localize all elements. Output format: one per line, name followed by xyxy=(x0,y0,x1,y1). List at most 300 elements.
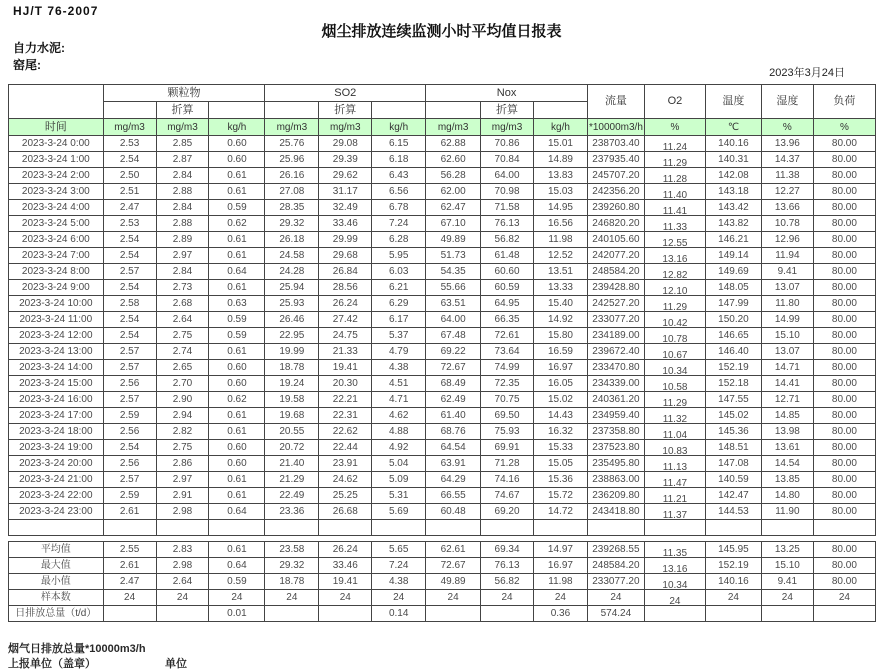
data-cell xyxy=(644,232,705,248)
data-cell: 15.10 xyxy=(761,558,813,574)
data-cell: 0.61 xyxy=(209,280,265,296)
data-cell: 6.56 xyxy=(372,184,426,200)
data-cell: 14.95 xyxy=(534,200,588,216)
data-cell: 25.76 xyxy=(265,136,319,152)
data-cell: 29.68 xyxy=(319,248,372,264)
data-cell: 13.61 xyxy=(761,440,813,456)
data-cell: 16.56 xyxy=(534,216,588,232)
data-cell: 2.75 xyxy=(156,328,209,344)
data-cell: 19.68 xyxy=(265,408,319,424)
col-header-flow: 流量 xyxy=(587,85,644,119)
o2-value: 11.29 xyxy=(662,158,688,168)
row-label-cell: 2023-3-24 3:00 xyxy=(9,184,104,200)
data-cell: 21.29 xyxy=(265,472,319,488)
data-cell: 248584.20 xyxy=(587,264,644,280)
data-cell: 2.74 xyxy=(156,344,209,360)
data-cell xyxy=(644,424,705,440)
data-cell: 2.83 xyxy=(156,542,209,558)
data-cell: 144.53 xyxy=(705,504,761,520)
data-cell xyxy=(644,200,705,216)
data-cell: 0.61 xyxy=(209,184,265,200)
table-row xyxy=(9,248,876,264)
data-cell: 67.48 xyxy=(426,328,481,344)
data-cell: 21.33 xyxy=(319,344,372,360)
data-cell: 233077.20 xyxy=(587,312,644,328)
data-cell: 239428.80 xyxy=(587,280,644,296)
data-cell: 26.68 xyxy=(319,504,372,520)
data-cell: 14.80 xyxy=(761,488,813,504)
data-cell: 145.95 xyxy=(705,542,761,558)
data-cell: 2.61 xyxy=(103,504,156,520)
data-cell: 236209.80 xyxy=(587,488,644,504)
data-cell xyxy=(644,456,705,472)
data-cell: 152.18 xyxy=(705,376,761,392)
data-cell xyxy=(319,606,372,622)
data-cell: 72.67 xyxy=(426,558,481,574)
table-row xyxy=(9,312,876,328)
data-cell: 24.58 xyxy=(265,248,319,264)
data-cell: 80.00 xyxy=(813,440,875,456)
table-row xyxy=(9,152,876,168)
row-label-cell: 2023-3-24 12:00 xyxy=(9,328,104,344)
data-cell: 145.36 xyxy=(705,424,761,440)
header-blank-cell xyxy=(9,85,104,119)
table-row xyxy=(9,168,876,184)
data-cell xyxy=(103,606,156,622)
data-cell xyxy=(644,376,705,392)
flue-total-label: 烟气日排放总量*10000m3/h xyxy=(8,643,146,655)
data-cell: 2.91 xyxy=(156,488,209,504)
data-cell: 75.93 xyxy=(481,424,534,440)
data-cell: 62.00 xyxy=(426,184,481,200)
data-cell: 21.40 xyxy=(265,456,319,472)
monitoring-table xyxy=(8,84,876,536)
o2-value: 12.10 xyxy=(662,286,688,296)
main-tbody xyxy=(9,136,876,536)
table-row xyxy=(9,328,876,344)
data-cell: 26.24 xyxy=(319,542,372,558)
data-cell: 19.41 xyxy=(319,574,372,590)
data-cell: 25.93 xyxy=(265,296,319,312)
data-cell: 14.54 xyxy=(761,456,813,472)
unit-cell: % xyxy=(644,119,705,136)
data-cell: 80.00 xyxy=(813,488,875,504)
data-cell: 61.48 xyxy=(481,248,534,264)
data-cell: 2.94 xyxy=(156,408,209,424)
data-cell: 14.71 xyxy=(761,360,813,376)
data-cell: 5.09 xyxy=(372,472,426,488)
data-cell: 70.84 xyxy=(481,152,534,168)
header-blank-cell xyxy=(372,102,426,119)
table-row xyxy=(9,344,876,360)
data-cell: 80.00 xyxy=(813,408,875,424)
o2-value: 10.34 xyxy=(662,580,688,590)
data-cell: 148.51 xyxy=(705,440,761,456)
data-cell: 2.53 xyxy=(103,136,156,152)
row-label-cell: 2023-3-24 22:00 xyxy=(9,488,104,504)
data-cell: 67.10 xyxy=(426,216,481,232)
data-cell: 243418.80 xyxy=(587,504,644,520)
data-cell: 234339.00 xyxy=(587,376,644,392)
o2-value: 11.13 xyxy=(662,462,688,472)
o2-value: 13.16 xyxy=(662,254,688,264)
data-cell xyxy=(644,542,705,558)
data-cell: 2.84 xyxy=(156,200,209,216)
data-cell: 2.73 xyxy=(156,280,209,296)
table-row xyxy=(9,408,876,424)
data-cell: 148.05 xyxy=(705,280,761,296)
data-cell: 239672.40 xyxy=(587,344,644,360)
data-cell: 245707.20 xyxy=(587,168,644,184)
data-cell: 24 xyxy=(813,590,875,606)
table-row xyxy=(9,280,876,296)
unit-cell: ℃ xyxy=(705,119,761,136)
data-cell: 63.51 xyxy=(426,296,481,312)
data-cell: 22.95 xyxy=(265,328,319,344)
data-cell: 146.65 xyxy=(705,328,761,344)
o2-value: 11.32 xyxy=(662,414,688,424)
data-cell: 2.75 xyxy=(156,440,209,456)
data-cell: 11.94 xyxy=(761,248,813,264)
table-header xyxy=(9,85,876,136)
data-cell xyxy=(644,312,705,328)
data-cell: 147.08 xyxy=(705,456,761,472)
data-cell xyxy=(644,184,705,200)
data-cell: 0.61 xyxy=(209,472,265,488)
data-cell: 242356.20 xyxy=(587,184,644,200)
o2-value: 11.35 xyxy=(662,548,688,558)
data-cell: 69.50 xyxy=(481,408,534,424)
data-cell xyxy=(644,328,705,344)
data-cell: 240105.60 xyxy=(587,232,644,248)
data-cell: 143.42 xyxy=(705,200,761,216)
col-header-time: 时间 xyxy=(9,119,104,136)
data-cell: 2.54 xyxy=(103,440,156,456)
data-cell: 142.08 xyxy=(705,168,761,184)
data-cell: 2.64 xyxy=(156,574,209,590)
data-cell: 24 xyxy=(761,590,813,606)
table-row xyxy=(9,296,876,312)
data-cell: 15.40 xyxy=(534,296,588,312)
data-cell: 11.90 xyxy=(761,504,813,520)
data-cell: 80.00 xyxy=(813,344,875,360)
row-label-cell: 2023-3-24 10:00 xyxy=(9,296,104,312)
data-cell xyxy=(644,248,705,264)
data-cell xyxy=(644,558,705,574)
summary-tbody xyxy=(9,542,876,622)
data-cell: 4.51 xyxy=(372,376,426,392)
header-blank-cell xyxy=(534,102,588,119)
row-label-cell: 最小值 xyxy=(9,574,104,590)
data-cell: 55.66 xyxy=(426,280,481,296)
data-cell: 22.44 xyxy=(319,440,372,456)
data-cell: 2.57 xyxy=(103,344,156,360)
data-cell xyxy=(644,590,705,606)
site-label: 窑尾: xyxy=(13,58,41,72)
o2-value: 11.21 xyxy=(662,494,688,504)
table-area xyxy=(8,84,876,622)
data-cell: 20.30 xyxy=(319,376,372,392)
data-cell: 14.99 xyxy=(761,312,813,328)
data-cell: 12.71 xyxy=(761,392,813,408)
data-cell: 147.99 xyxy=(705,296,761,312)
data-cell: 0.61 xyxy=(209,488,265,504)
data-cell: 145.02 xyxy=(705,408,761,424)
o2-value: 11.24 xyxy=(662,142,688,152)
data-cell: 233077.20 xyxy=(587,574,644,590)
data-cell: 6.15 xyxy=(372,136,426,152)
data-cell: 2.84 xyxy=(156,168,209,184)
row-label-cell: 2023-3-24 23:00 xyxy=(9,504,104,520)
data-cell: 0.61 xyxy=(209,248,265,264)
col-header-nox: Nox xyxy=(426,85,588,102)
empty-row xyxy=(9,520,876,536)
data-cell: 80.00 xyxy=(813,264,875,280)
data-cell: 31.17 xyxy=(319,184,372,200)
data-cell: 234189.00 xyxy=(587,328,644,344)
table-row xyxy=(9,232,876,248)
data-cell: 4.79 xyxy=(372,344,426,360)
data-cell: 0.61 xyxy=(209,408,265,424)
data-cell: 242077.20 xyxy=(587,248,644,264)
data-cell: 80.00 xyxy=(813,184,875,200)
data-cell: 51.73 xyxy=(426,248,481,264)
o2-value: 10.78 xyxy=(662,334,688,344)
data-cell: 18.78 xyxy=(265,360,319,376)
row-label-cell: 2023-3-24 8:00 xyxy=(9,264,104,280)
data-cell: 80.00 xyxy=(813,232,875,248)
data-cell: 26.84 xyxy=(319,264,372,280)
o2-value: 10.83 xyxy=(662,446,688,456)
o2-value: 12.82 xyxy=(662,270,688,280)
data-cell xyxy=(644,472,705,488)
data-cell: 72.35 xyxy=(481,376,534,392)
data-cell: 152.19 xyxy=(705,558,761,574)
data-cell: 80.00 xyxy=(813,296,875,312)
data-cell: 0.60 xyxy=(209,440,265,456)
unit-cell: kg/h xyxy=(209,119,265,136)
o2-value: 24 xyxy=(669,596,681,606)
data-cell: 76.13 xyxy=(481,558,534,574)
data-cell: 2.47 xyxy=(103,200,156,216)
data-cell: 14.89 xyxy=(534,152,588,168)
data-cell: 2.53 xyxy=(103,216,156,232)
data-cell: 0.59 xyxy=(209,574,265,590)
data-cell: 2.59 xyxy=(103,408,156,424)
data-cell: 66.55 xyxy=(426,488,481,504)
data-cell: 80.00 xyxy=(813,456,875,472)
data-cell: 238863.00 xyxy=(587,472,644,488)
o2-value: 10.58 xyxy=(662,382,688,392)
data-cell: 14.41 xyxy=(761,376,813,392)
data-cell: 24 xyxy=(587,590,644,606)
data-cell: 140.59 xyxy=(705,472,761,488)
col-header-converted: 折算 xyxy=(481,102,534,119)
data-cell: 29.62 xyxy=(319,168,372,184)
unit-cell: mg/m3 xyxy=(103,119,156,136)
data-cell: 2.97 xyxy=(156,472,209,488)
data-cell: 71.28 xyxy=(481,456,534,472)
data-cell: 64.00 xyxy=(481,168,534,184)
data-cell: 15.02 xyxy=(534,392,588,408)
data-cell: 26.16 xyxy=(265,168,319,184)
data-cell: 9.41 xyxy=(761,574,813,590)
data-cell xyxy=(644,152,705,168)
col-header-converted: 折算 xyxy=(319,102,372,119)
data-cell xyxy=(644,574,705,590)
row-label-cell xyxy=(9,520,104,536)
data-cell: 63.91 xyxy=(426,456,481,472)
data-cell: 74.16 xyxy=(481,472,534,488)
data-cell: 2.89 xyxy=(156,232,209,248)
table-row xyxy=(9,264,876,280)
data-cell xyxy=(644,408,705,424)
data-cell: 11.98 xyxy=(534,232,588,248)
row-label-cell: 2023-3-24 15:00 xyxy=(9,376,104,392)
data-cell: 2.58 xyxy=(103,296,156,312)
data-cell: 4.38 xyxy=(372,360,426,376)
data-cell: 14.97 xyxy=(533,542,587,558)
o2-value: 11.47 xyxy=(662,478,688,488)
data-cell: 6.03 xyxy=(372,264,426,280)
table-row xyxy=(9,200,876,216)
data-cell: 2.87 xyxy=(156,152,209,168)
data-cell: 14.85 xyxy=(761,408,813,424)
data-cell: 23.91 xyxy=(319,456,372,472)
data-cell: 16.97 xyxy=(533,558,587,574)
o2-value: 11.29 xyxy=(662,398,688,408)
row-label-cell: 2023-3-24 16:00 xyxy=(9,392,104,408)
data-cell: 2.88 xyxy=(156,216,209,232)
row-label-cell: 2023-3-24 1:00 xyxy=(9,152,104,168)
data-cell: 239268.55 xyxy=(587,542,644,558)
data-cell: 0.64 xyxy=(209,504,265,520)
data-cell: 0.59 xyxy=(209,328,265,344)
data-cell xyxy=(644,606,705,622)
data-cell: 12.96 xyxy=(761,232,813,248)
data-cell: 6.17 xyxy=(372,312,426,328)
data-cell: 0.14 xyxy=(372,606,426,622)
data-cell: 13.85 xyxy=(761,472,813,488)
data-cell xyxy=(265,520,319,536)
data-cell: 0.63 xyxy=(209,296,265,312)
data-cell xyxy=(644,264,705,280)
data-cell: 26.18 xyxy=(265,232,319,248)
data-cell: 62.49 xyxy=(426,392,481,408)
data-cell: 0.60 xyxy=(209,360,265,376)
data-cell: 15.72 xyxy=(534,488,588,504)
data-cell: 0.62 xyxy=(209,216,265,232)
table-row xyxy=(9,456,876,472)
data-cell xyxy=(265,606,319,622)
report-unit-label: 上报单位（盖章） xyxy=(8,658,96,670)
page-title: 烟尘排放连续监测小时平均值日报表 xyxy=(321,23,562,40)
data-cell: 149.14 xyxy=(705,248,761,264)
data-cell: 239260.80 xyxy=(587,200,644,216)
data-cell: 2.86 xyxy=(156,456,209,472)
data-cell: 13.98 xyxy=(761,424,813,440)
data-cell: 74.99 xyxy=(481,360,534,376)
data-cell: 16.59 xyxy=(534,344,588,360)
data-cell: 140.31 xyxy=(705,152,761,168)
data-cell: 19.41 xyxy=(319,360,372,376)
data-cell: 142.47 xyxy=(705,488,761,504)
data-cell: 16.05 xyxy=(534,376,588,392)
data-cell: 2.88 xyxy=(156,184,209,200)
col-header-so2: SO2 xyxy=(265,85,426,102)
table-row xyxy=(9,136,876,152)
data-cell: 29.32 xyxy=(265,216,319,232)
data-cell: 13.96 xyxy=(761,136,813,152)
col-header-particulate: 颗粒物 xyxy=(103,85,265,102)
data-cell: 0.60 xyxy=(209,136,265,152)
company-label: 自力水泥: xyxy=(13,41,65,55)
row-label-cell: 2023-3-24 5:00 xyxy=(9,216,104,232)
data-cell: 69.22 xyxy=(426,344,481,360)
o2-value: 10.67 xyxy=(662,350,688,360)
data-cell: 147.55 xyxy=(705,392,761,408)
data-cell: 2.64 xyxy=(156,312,209,328)
data-cell: 80.00 xyxy=(813,424,875,440)
data-cell: 0.61 xyxy=(209,344,265,360)
data-cell: 54.35 xyxy=(426,264,481,280)
data-cell xyxy=(481,520,534,536)
data-cell: 15.33 xyxy=(534,440,588,456)
data-cell: 29.08 xyxy=(319,136,372,152)
data-cell: 24.75 xyxy=(319,328,372,344)
data-cell: 2.84 xyxy=(156,264,209,280)
data-cell: 69.34 xyxy=(481,542,534,558)
data-cell: 4.88 xyxy=(372,424,426,440)
data-cell: 6.43 xyxy=(372,168,426,184)
summary-row xyxy=(9,542,876,558)
data-cell: 146.21 xyxy=(705,232,761,248)
data-cell: 29.32 xyxy=(265,558,319,574)
row-label-cell: 2023-3-24 19:00 xyxy=(9,440,104,456)
data-cell: 2.98 xyxy=(156,504,209,520)
data-cell: 14.43 xyxy=(534,408,588,424)
data-cell: 6.21 xyxy=(372,280,426,296)
data-cell: 15.36 xyxy=(534,472,588,488)
data-cell: 24 xyxy=(319,590,372,606)
row-label-cell: 2023-3-24 4:00 xyxy=(9,200,104,216)
data-cell: 234959.40 xyxy=(587,408,644,424)
col-header-converted: 折算 xyxy=(156,102,209,119)
summary-row xyxy=(9,606,876,622)
data-cell: 22.62 xyxy=(319,424,372,440)
o2-value: 11.40 xyxy=(662,190,688,200)
data-cell: 9.41 xyxy=(761,264,813,280)
data-cell: 2.54 xyxy=(103,280,156,296)
data-cell: 80.00 xyxy=(813,248,875,264)
data-cell: 80.00 xyxy=(813,360,875,376)
data-cell: 73.64 xyxy=(481,344,534,360)
data-cell: 23.36 xyxy=(265,504,319,520)
table-row xyxy=(9,216,876,232)
data-cell xyxy=(426,606,481,622)
data-cell: 22.49 xyxy=(265,488,319,504)
data-cell: 60.48 xyxy=(426,504,481,520)
data-cell xyxy=(372,520,426,536)
data-cell: 13.25 xyxy=(761,542,813,558)
data-cell: 22.21 xyxy=(319,392,372,408)
data-cell: 12.52 xyxy=(534,248,588,264)
unit-cell: mg/m3 xyxy=(426,119,481,136)
data-cell: 80.00 xyxy=(813,280,875,296)
row-label-cell: 2023-3-24 14:00 xyxy=(9,360,104,376)
data-cell: 80.00 xyxy=(813,504,875,520)
data-cell: 66.35 xyxy=(481,312,534,328)
